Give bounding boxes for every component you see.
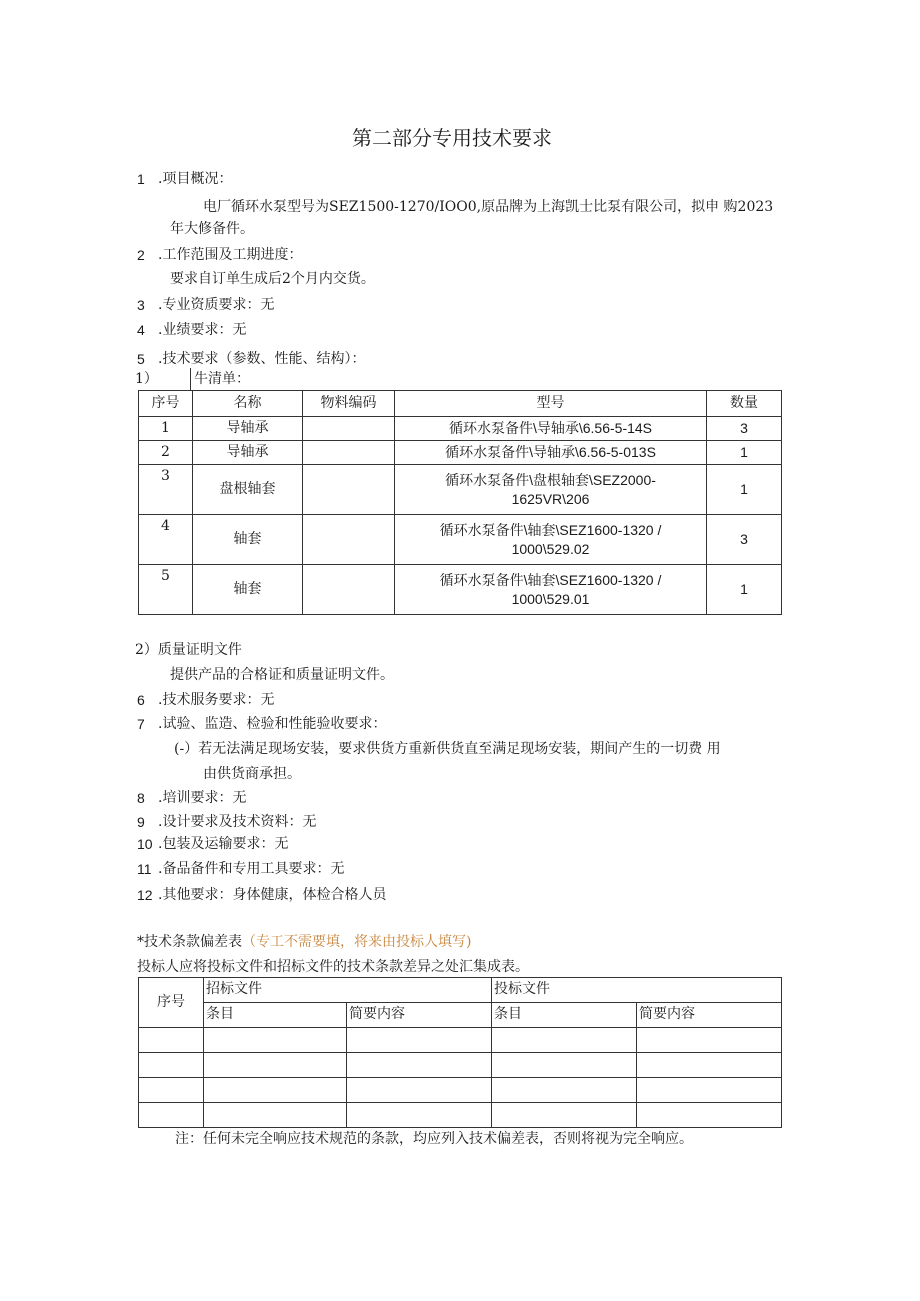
row-code xyxy=(303,565,395,615)
section-7-body-line2: 由供货商承担。 xyxy=(203,766,301,782)
deviation-header-no: 序号 xyxy=(139,978,204,1028)
section-5-number: 5 xyxy=(137,351,145,367)
row-name: 轴套 xyxy=(193,565,303,615)
table-row xyxy=(139,1103,782,1128)
deviation-header-bid: 投标文件 xyxy=(492,978,782,1003)
table-row xyxy=(139,417,782,441)
row-qty: 3 xyxy=(707,515,782,565)
header-no: 序号 xyxy=(139,391,193,417)
row-code xyxy=(303,441,395,465)
row-model-line2: 1000\529.02 xyxy=(511,540,590,557)
section-4-number: 4 xyxy=(137,322,145,338)
header-model: 型号 xyxy=(395,391,707,417)
section-2-body: 要求自订单生成后2个月内交货。 xyxy=(170,271,375,287)
row-model: 循环水泵备件\导轴承\6.56-5-013S xyxy=(395,441,707,465)
row-name: 盘根轴套 xyxy=(193,465,303,515)
header-qty: 数量 xyxy=(707,391,782,417)
header-name: 名称 xyxy=(193,391,303,417)
page-title: 第二部分专用技术要求 xyxy=(352,126,552,150)
section-2-label: .工作范围及工期进度： xyxy=(158,247,303,263)
section-8-label: .培训要求：无 xyxy=(158,790,247,806)
table-row xyxy=(139,515,782,565)
section-12-label: .其他要求：身体健康，体检合格人员 xyxy=(158,887,387,903)
table-row xyxy=(139,441,782,465)
section-10-number: 10 xyxy=(137,836,153,852)
table-row xyxy=(139,465,782,515)
table-row xyxy=(139,1028,782,1053)
section-7-body-line1: (-）若无法满足现场安装，要求供货方重新供货直至满足现场安装，期间产生的一切费 用 xyxy=(174,741,721,757)
section-9-number: 9 xyxy=(137,814,145,830)
table-row xyxy=(139,1053,782,1078)
subsection-2-body: 提供产品的合格证和质量证明文件。 xyxy=(170,667,394,683)
row-model-line1: 循环水泵备件\盘根轴套\SEZ2000- xyxy=(445,471,656,488)
row-qty: 3 xyxy=(707,417,782,441)
section-1-number: 1 xyxy=(137,171,145,187)
header-code: 物料编码 xyxy=(303,391,395,417)
deviation-note: 注：任何未完全响应技术规范的条款，均应列入技术偏差表，否则将视为完全响应。 xyxy=(175,1131,693,1147)
row-name: 导轴承 xyxy=(193,417,303,441)
row-no: 1 xyxy=(139,417,193,441)
section-1-body-line2: 年大修备件。 xyxy=(170,221,254,237)
subsection-1-number: 1） xyxy=(135,371,158,387)
section-10-label: .包装及运输要求：无 xyxy=(158,836,289,852)
section-1-label: .项目概况： xyxy=(158,171,233,187)
section-2-number: 2 xyxy=(137,247,145,263)
section-3-number: 3 xyxy=(137,297,145,313)
row-model-line2: 1000\529.01 xyxy=(511,590,590,607)
row-qty: 1 xyxy=(707,565,782,615)
section-8-number: 8 xyxy=(137,790,145,806)
deviation-heading-note: （专工不需要填，将来由投标人填写) xyxy=(242,934,472,950)
deviation-table xyxy=(138,977,782,1128)
row-code xyxy=(303,515,395,565)
deviation-header-tender: 招标文件 xyxy=(204,978,492,1003)
section-11-number: 11 xyxy=(137,861,152,877)
deviation-heading-line xyxy=(137,935,471,949)
table-row xyxy=(139,1078,782,1103)
section-6-number: 6 xyxy=(137,692,145,708)
section-7-number: 7 xyxy=(137,716,145,732)
section-4-label: .业绩要求：无 xyxy=(158,322,247,338)
section-3-label: .专业资质要求：无 xyxy=(158,297,275,313)
section-6-label: .技术服务要求：无 xyxy=(158,692,275,708)
section-12-number: 12 xyxy=(137,887,153,903)
section-5-label: .技术要求（参数、性能、结构）： xyxy=(158,351,366,367)
deviation-heading: *技术条款偏差表 xyxy=(137,934,242,950)
deviation-intro: 投标人应将投标文件和招标文件的技术条款差异之处汇集成表。 xyxy=(137,959,529,975)
row-no: 2 xyxy=(139,441,193,465)
row-model xyxy=(395,515,707,565)
row-model-line1: 循环水泵备件\轴套\SEZ1600-1320 / xyxy=(439,571,662,588)
row-code xyxy=(303,465,395,515)
subsection-2-label: 2）质量证明文件 xyxy=(135,642,242,658)
row-no: 5 xyxy=(139,565,193,615)
row-qty: 1 xyxy=(707,441,782,465)
row-name: 轴套 xyxy=(193,515,303,565)
section-7-label: .试验、监造、检验和性能验收要求： xyxy=(158,716,387,732)
deviation-header-tender-brief: 简要内容 xyxy=(347,1003,492,1028)
row-qty: 1 xyxy=(707,465,782,515)
parts-table-header xyxy=(139,391,782,417)
row-model xyxy=(395,565,707,615)
section-11-label: .备品备件和专用工具要求：无 xyxy=(158,861,345,877)
deviation-header-bid-brief: 简要内容 xyxy=(637,1003,782,1028)
row-no: 3 xyxy=(139,465,193,515)
row-model xyxy=(395,465,707,515)
subsection-divider xyxy=(190,368,191,390)
row-code xyxy=(303,417,395,441)
section-1-body-line1: 电厂循环水泵型号为SEZ1500-1270/IOO0,原品牌为上海凯士比泵有限公司，拟申 购2023 xyxy=(203,199,774,215)
row-no: 4 xyxy=(139,515,193,565)
subsection-1-label: 牛清单： xyxy=(194,371,250,387)
parts-table xyxy=(138,390,782,615)
table-row xyxy=(139,565,782,615)
section-9-label: .设计要求及技术资料：无 xyxy=(158,814,317,830)
row-model-line1: 循环水泵备件\轴套\SEZ1600-1320 / xyxy=(439,521,662,538)
deviation-header-bid-item: 条目 xyxy=(492,1003,637,1028)
row-name: 导轴承 xyxy=(193,441,303,465)
row-model-line2: 1625VR\206 xyxy=(511,490,590,507)
deviation-header-tender-item: 条目 xyxy=(204,1003,347,1028)
row-model: 循环水泵备件\导轴承\6.56-5-14S xyxy=(395,417,707,441)
